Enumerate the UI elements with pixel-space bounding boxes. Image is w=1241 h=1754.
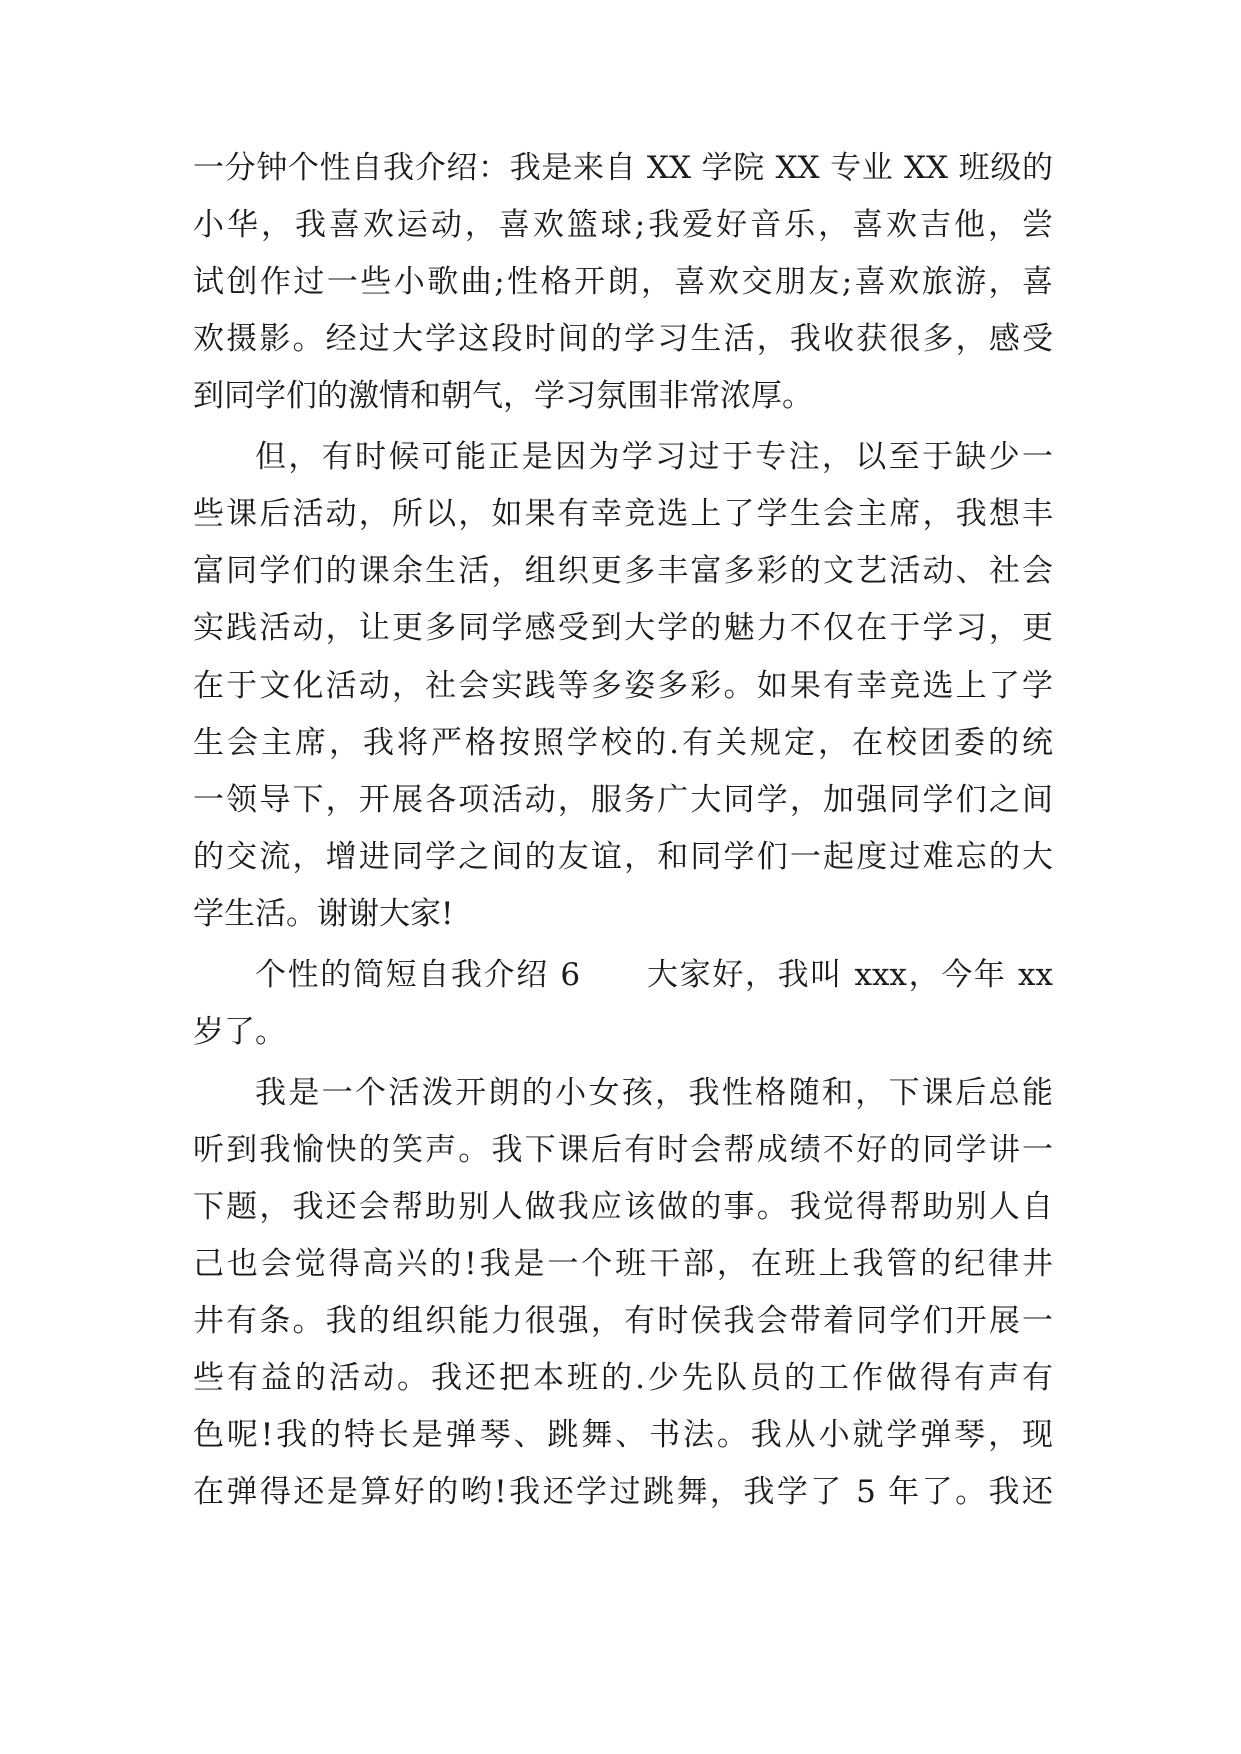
text-line: 欢摄影。经过大学这段时间的学习生活，我收获很多，感受 xyxy=(193,321,1053,357)
text-line: 到同学们的激情和朝气，学习氛围非常浓厚。 xyxy=(193,378,813,414)
text-line: 的交流，增进同学之间的友谊，和同学们一起度过难忘的大 xyxy=(193,839,1053,875)
text-line: 岁了。 xyxy=(193,1014,286,1050)
text-line: 我是一个活泼开朗的小女孩，我性格随和，下课后总能 xyxy=(255,1075,1053,1111)
text-line: 学生活。谢谢大家! xyxy=(193,896,454,932)
text-line: 在弹得还是算好的哟!我还学过跳舞，我学了 5 年了。我还 xyxy=(193,1474,1053,1510)
text-line: 些有益的活动。我还把本班的.少先队员的工作做得有声有 xyxy=(193,1360,1053,1396)
text-line: 己也会觉得高兴的!我是一个班干部，在班上我管的纪律井 xyxy=(193,1246,1053,1282)
text-line: 井有条。我的组织能力很强，有时侯我会带着同学们开展一 xyxy=(193,1303,1053,1339)
text-line: 下题，我还会帮助别人做我应该做的事。我觉得帮助别人自 xyxy=(193,1189,1053,1225)
text-line: 一分钟个性自我介绍：我是来自 XX 学院 XX 专业 XX 班级的 xyxy=(193,150,1053,186)
text-line: 些课后活动，所以，如果有幸竞选上了学生会主席，我想丰 xyxy=(193,496,1053,532)
text-line: 听到我愉快的笑声。我下课后有时会帮成绩不好的同学讲一 xyxy=(193,1132,1053,1168)
text-line: 小华，我喜欢运动，喜欢篮球;我爱好音乐，喜欢吉他，尝 xyxy=(193,207,1053,243)
text-line: 但，有时候可能正是因为学习过于专注，以至于缺少一 xyxy=(255,439,1053,475)
text-line: 实践活动，让更多同学感受到大学的魅力不仅在于学习，更 xyxy=(193,610,1053,646)
text-line: 试创作过一些小歌曲;性格开朗，喜欢交朋友;喜欢旅游，喜 xyxy=(193,264,1053,300)
text-line: 一领导下，开展各项活动，服务广大同学，加强同学们之间 xyxy=(193,782,1053,818)
text-line: 色呢!我的特长是弹琴、跳舞、书法。我从小就学弹琴，现 xyxy=(193,1417,1053,1453)
text-line: 个性的简短自我介绍 6 大家好，我叫 xxx，今年 xx xyxy=(255,957,1053,993)
text-line: 在于文化活动，社会实践等多姿多彩。如果有幸竞选上了学 xyxy=(193,668,1053,704)
text-line: 生会主席，我将严格按照学校的.有关规定，在校团委的统 xyxy=(193,725,1053,761)
text-line: 富同学们的课余生活，组织更多丰富多彩的文艺活动、社会 xyxy=(193,553,1053,589)
